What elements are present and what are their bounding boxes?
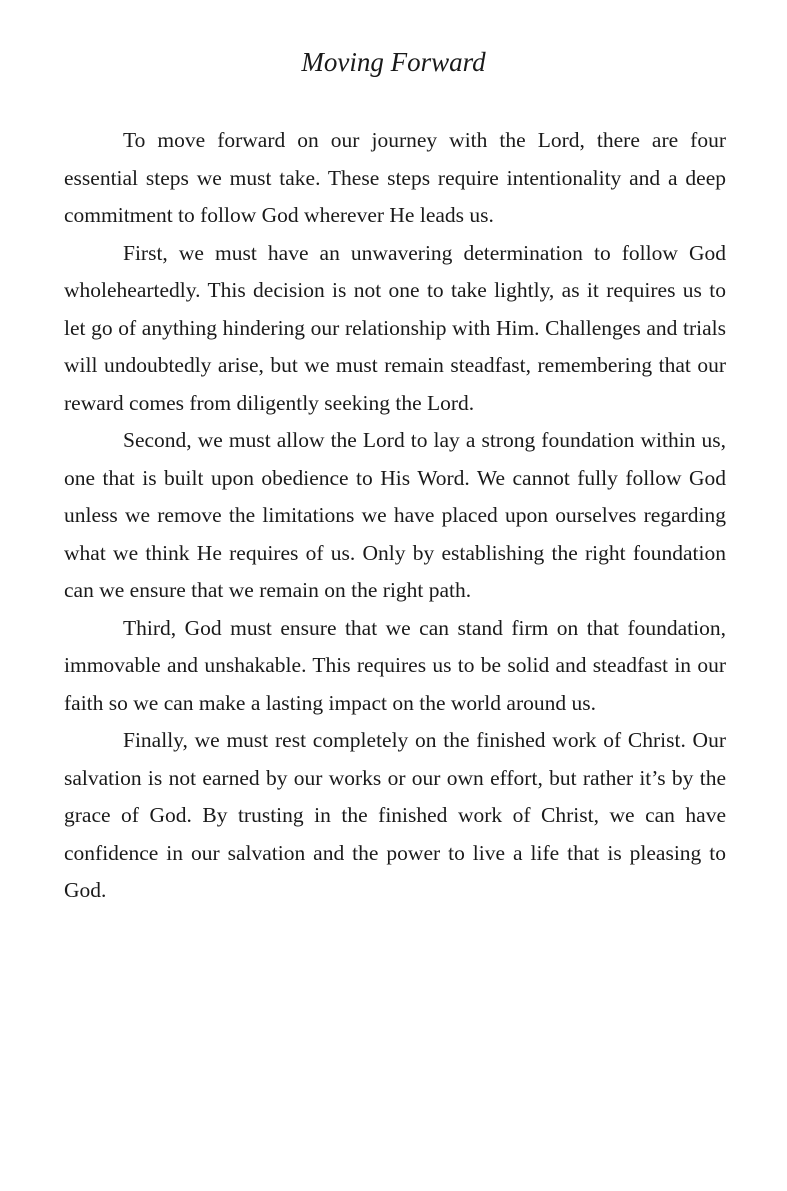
paragraph-4: Third, God must ensure that we can stand firm on that foundation, immovable and unshakable. This requires us to be solid and steadfast in our faith so we can make a lasting impact on the world around us. [64, 615, 726, 715]
paragraph-2: First, we must have an unwavering determination to follow God wholeheartedly. This decision is not one to take lightly, as it requires us to let go of anything hindering our relationship with Him. Challenges and trials will undoubtedly arise, but we must remain steadfast, remembering that our reward comes from diligently seeking the Lord. [64, 240, 726, 415]
paragraph-1: To move forward on our journey with the Lord, there are four essential steps we must take. These steps require intentionality and a deep commitment to follow God wherever He leads us. [64, 128, 726, 227]
paragraph-3: Second, we must allow the Lord to lay a strong foundation within us, one that is built upon obedience to His Word. We cannot fully follow God unless we remove the limitations we have placed upon ourselves regarding what we think He requires of us. Only by establishing the right foundation can we ensure that we remain on the right path. [64, 428, 726, 602]
paragraph-5: Finally, we must rest completely on the finished work of Christ. Our salvation is not earned by our works or our own effort, but rather it’s by the grace of God. By trusting in the finished work of Christ, we can have confidence in our salvation and the power to live a life that is pleasing to God. [64, 728, 726, 902]
body-text [64, 122, 726, 910]
page-title: Moving Forward [301, 47, 486, 77]
